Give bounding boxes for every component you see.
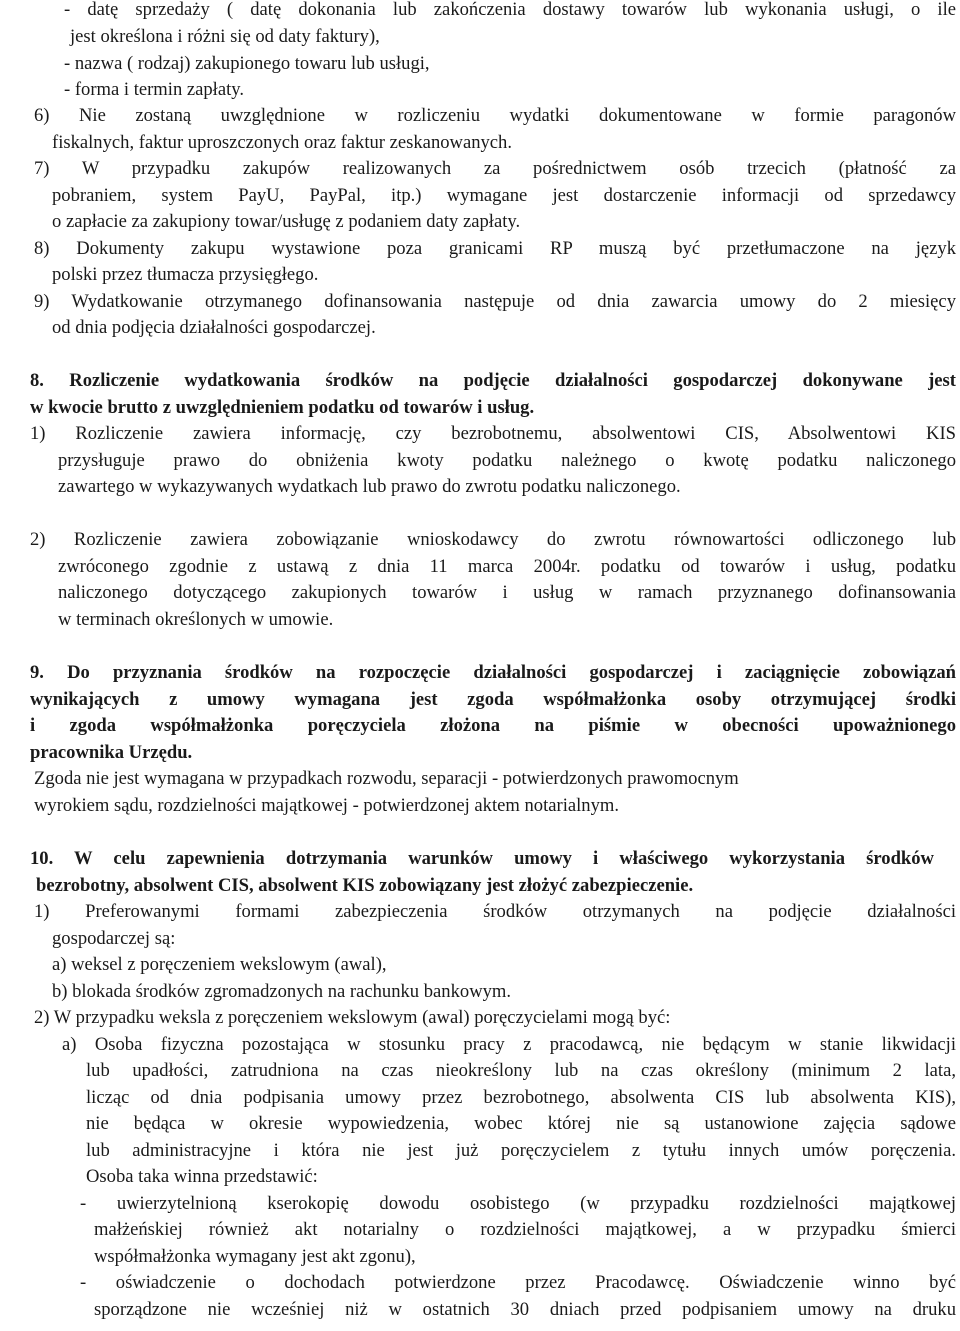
paragraph-line: zawartego w wykazywanych wydatkach lub prawo do zwrotu podatku naliczonego. <box>58 476 681 497</box>
paragraph-line: 2) W przypadku weksla z poręczeniem wekslowym (awal) poręczycielami mogą być: <box>34 1007 671 1028</box>
list-item-8: 8) Dokumenty zakupu wystawione poza granicami RP muszą być przetłumaczone na język <box>34 238 956 259</box>
section-heading-10-cont: bezrobotny, absolwent CIS, absolwent KIS zobowiązany jest złożyć zabezpieczenie. <box>36 875 694 896</box>
text-line: - nazwa ( rodzaj) zakupionego towaru lub usługi, <box>64 53 430 74</box>
list-item: a) weksel z poręczeniem wekslowym (awal), <box>52 954 387 975</box>
paragraph-line: lub administracyjne i która nie jest już poręczycielem z tytułu innych umów poręczenia. <box>86 1140 956 1161</box>
text-line: polski przez tłumacza przysięgłego. <box>52 264 319 285</box>
section-heading-9-cont: wynikających z umowy wymagana jest zgoda współmałżonka osoby otrzymującej środki <box>30 689 956 710</box>
list-item: - oświadczenie o dochodach potwierdzone przez Pracodawcę. Oświadczenie winno być <box>80 1272 956 1293</box>
paragraph-line: licząc od dnia podpisania umowy przez bezrobotnego, absolwenta CIS lub absolwenta KIS), <box>86 1087 956 1108</box>
paragraph-line: naliczonego dotyczącego zakupionych towarów i usług w ramach przyznanego dofinansowania <box>58 582 956 603</box>
paragraph-line: sporządzone nie wcześniej niż w ostatnich 30 dniach przed podpisaniem umowy na druku <box>94 1299 956 1320</box>
list-item-6: 6) Nie zostaną uwzględnione w rozliczeniu wydatki dokumentowane w formie paragonów <box>34 105 956 126</box>
text-line: od dnia podjęcia działalności gospodarczej. <box>52 317 376 338</box>
text-line: - forma i termin zapłaty. <box>64 79 245 100</box>
paragraph-line: 2) Rozliczenie zawiera zobowiązanie wnioskodawcy do zwrotu równowartości odliczonego lub <box>30 529 956 550</box>
paragraph-line: zwróconego zgodnie z ustawą z dnia 11 marca 2004r. podatku od towarów i usług, podatku <box>58 556 956 577</box>
text-line: fiskalnych, faktur uproszczonych oraz faktur zeskanowanych. <box>52 132 513 153</box>
paragraph-line: 1) Rozliczenie zawiera informację, czy bezrobotnemu, absolwentowi CIS, Absolwentowi KIS <box>30 423 956 444</box>
paragraph-line: małżeńskiej również akt notarialny o rozdzielności majątkowej, a w przypadku śmierci <box>94 1219 956 1240</box>
paragraph-line: współmałżonka wymagany jest akt zgonu), <box>94 1246 416 1267</box>
text-line: - datę sprzedaży ( datę dokonania lub zakończenia dostawy towarów lub wykonania usługi, o ile <box>64 0 956 20</box>
section-heading-9-cont: i zgoda współmałżonka poręczyciela złożona na piśmie w obecności upoważnionego <box>30 715 956 736</box>
text-line: o zapłacie za zakupiony towar/usługę z podaniem daty zapłaty. <box>52 211 521 232</box>
list-item: b) blokada środków zgromadzonych na rachunku bankowym. <box>52 981 512 1002</box>
section-heading-9-cont: pracownika Urzędu. <box>30 742 193 763</box>
paragraph-line: wyrokiem sądu, rozdzielności majątkowej - potwierdzonej aktem notarialnym. <box>34 795 620 816</box>
list-item: a) Osoba fizyczna pozostająca w stosunku pracy z pracodawcą, nie będącym w stanie likwidacji <box>62 1034 956 1055</box>
paragraph-line: gospodarczej są: <box>52 928 176 949</box>
paragraph-line: Osoba taka winna przedstawić: <box>86 1166 318 1187</box>
paragraph-line: w terminach określonych w umowie. <box>58 609 334 630</box>
section-heading-9: 9. Do przyznania środków na rozpoczęcie działalności gospodarczej i zaciągnięcie zobowiązań <box>30 662 956 683</box>
paragraph-line: nie będąca w okresie wypowiedzenia, wobec której nie są ustanowione zajęcia sądowe <box>86 1113 956 1134</box>
list-item-9: 9) Wydatkowanie otrzymanego dofinansowania następuje od dnia zawarcia umowy do 2 miesięcy <box>34 291 956 312</box>
paragraph-line: przysługuje prawo do obniżenia kwoty podatku należnego o kwotę podatku naliczonego <box>58 450 956 471</box>
list-item-7: 7) W przypadku zakupów realizowanych za pośrednictwem osób trzecich (płatność za <box>34 158 956 179</box>
paragraph-line: lub upadłości, zatrudniona na czas nieokreślony lub na czas określony (minimum 2 lata, <box>86 1060 956 1081</box>
paragraph-line: Zgoda nie jest wymagana w przypadkach rozwodu, separacji - potwierdzonych prawomocnym <box>34 768 739 789</box>
text-line: jest określona i różni się od daty faktury), <box>70 26 380 47</box>
section-heading-10: 10. W celu zapewnienia dotrzymania warunków umowy i właściwego wykorzystania środków <box>30 848 934 869</box>
list-item: - uwierzytelnioną kserokopię dowodu osobistego (w przypadku rozdzielności majątkowej <box>80 1193 956 1214</box>
text-line: pobraniem, system PayU, PayPal, itp.) wymagane jest dostarczenie informacji od sprzedawcy <box>52 185 956 206</box>
paragraph-line: 1) Preferowanymi formami zabezpieczenia środków otrzymanych na podjęcie działalności <box>34 901 956 922</box>
section-heading-8: 8. Rozliczenie wydatkowania środków na podjęcie działalności gospodarczej dokonywane jest <box>30 370 956 391</box>
section-heading-8-cont: w kwocie brutto z uwzględnieniem podatku od towarów i usług. <box>30 397 535 418</box>
